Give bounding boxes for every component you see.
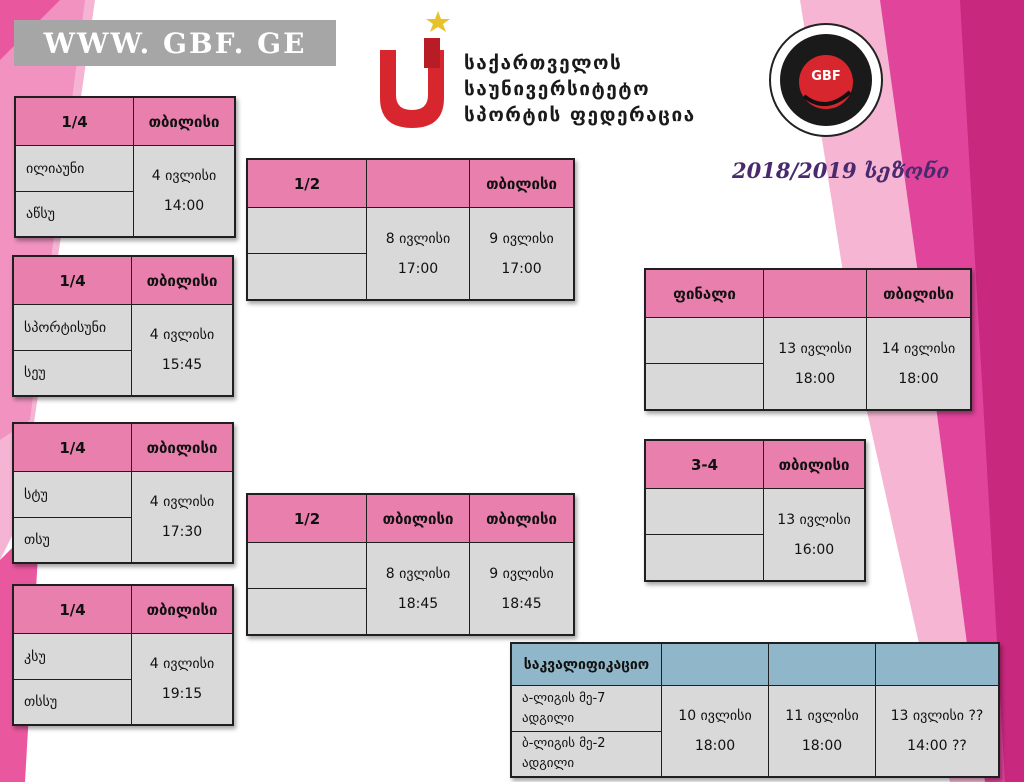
match-date: 8 ივლისი bbox=[385, 565, 451, 582]
match-date: 9 ივლისი bbox=[489, 565, 554, 582]
sf-city-1 bbox=[367, 160, 470, 208]
match-date: 13 ივლისი bbox=[777, 511, 851, 528]
qf-stage: 1/4 bbox=[14, 257, 132, 305]
third-city: თბილისი bbox=[764, 441, 864, 489]
match-date: 13 ივლისი bbox=[778, 340, 852, 357]
qf-city: თბილისი bbox=[132, 586, 232, 634]
team-b: თსსუ bbox=[14, 680, 132, 724]
match-time: 18:00 bbox=[794, 370, 836, 387]
team-b-slot bbox=[646, 535, 764, 580]
match-time: 16:00 bbox=[793, 541, 835, 558]
final-city-2: თბილისი bbox=[867, 270, 970, 318]
team-b-slot bbox=[248, 254, 367, 299]
match-datetime bbox=[764, 489, 864, 580]
match-2-datetime bbox=[470, 543, 573, 634]
match-time: 18:00 bbox=[801, 738, 843, 754]
team-a-slot bbox=[248, 543, 367, 589]
third-stage: 3-4 bbox=[646, 441, 764, 489]
org-line-1: საქართველოს bbox=[464, 52, 623, 74]
team-b: ბ-ლიგის მე-2 ადგილი bbox=[512, 732, 662, 776]
match-datetime bbox=[132, 305, 232, 395]
match-1-datetime bbox=[367, 543, 470, 634]
qf-table-2 bbox=[12, 255, 234, 397]
federation-logo-icon bbox=[376, 10, 456, 135]
match-date: 8 ივლისი bbox=[385, 230, 451, 247]
team-a-slot bbox=[248, 208, 367, 254]
sf-table-1 bbox=[246, 158, 575, 301]
match-time: 18:00 bbox=[898, 370, 939, 387]
match-2-datetime bbox=[769, 686, 876, 776]
team-a: კსუ bbox=[14, 634, 132, 680]
third-place-table bbox=[644, 439, 866, 582]
match-time: 18:45 bbox=[501, 595, 542, 612]
match-time: 17:00 bbox=[397, 260, 439, 277]
org-line-2: საუნივერსიტეტო bbox=[464, 78, 651, 100]
qf-city: თბილისი bbox=[134, 98, 234, 146]
team-b: თსუ bbox=[14, 518, 132, 562]
match-date: 9 ივლისი bbox=[489, 230, 554, 247]
match-date: 11 ივლისი bbox=[785, 708, 859, 724]
match-datetime bbox=[132, 472, 232, 562]
org-line-3: სპორტის ფედერაცია bbox=[464, 104, 696, 126]
final-table bbox=[644, 268, 972, 411]
match-time: 19:15 bbox=[161, 686, 203, 702]
qf-stage: 1/4 bbox=[14, 586, 132, 634]
qual-stage: საკვალიფიკაციო bbox=[512, 644, 662, 686]
sf-stage: 1/2 bbox=[248, 160, 367, 208]
match-time: 17:30 bbox=[161, 524, 203, 540]
team-b: სეუ bbox=[14, 351, 132, 395]
match-date: 10 ივლისი bbox=[678, 708, 752, 724]
qf-stage: 1/4 bbox=[14, 424, 132, 472]
match-time: 14:00 bbox=[163, 198, 205, 214]
qual-header-cell-2 bbox=[769, 644, 876, 686]
qf-stage: 1/4 bbox=[16, 98, 134, 146]
federation-name bbox=[464, 50, 696, 128]
sf-city-2: თბილისი bbox=[470, 160, 573, 208]
site-url-banner[interactable]: WWW. GBF. GE bbox=[14, 20, 336, 66]
match-time: 14:00 ?? bbox=[907, 738, 967, 754]
team-a-slot bbox=[646, 318, 764, 364]
team-a-slot bbox=[646, 489, 764, 535]
team-a: ილიაუნი bbox=[16, 146, 134, 192]
qual-header-cell-1 bbox=[662, 644, 769, 686]
team-b-slot bbox=[646, 364, 764, 409]
team-b: აწსუ bbox=[16, 192, 134, 236]
match-date: 4 ივლისი bbox=[151, 168, 217, 184]
team-a: სტუ bbox=[14, 472, 132, 518]
qual-header-cell-3 bbox=[876, 644, 998, 686]
match-datetime bbox=[132, 634, 232, 724]
qf-city: თბილისი bbox=[132, 424, 232, 472]
qualification-table bbox=[510, 642, 1000, 778]
gbf-logo bbox=[768, 22, 884, 138]
qf-table-3 bbox=[12, 422, 234, 564]
match-2-datetime bbox=[470, 208, 573, 299]
qf-table-1 bbox=[14, 96, 236, 238]
season-label: 2018/2019 სეზონი bbox=[732, 158, 950, 183]
match-time: 17:00 bbox=[501, 260, 542, 277]
match-datetime bbox=[134, 146, 234, 236]
match-date: 4 ივლისი bbox=[149, 656, 215, 672]
match-1-datetime bbox=[764, 318, 867, 409]
match-time: 18:45 bbox=[397, 595, 439, 612]
qf-city: თბილისი bbox=[132, 257, 232, 305]
final-stage: ფინალი bbox=[646, 270, 764, 318]
sf-city-1: თბილისი bbox=[367, 495, 470, 543]
qf-table-4 bbox=[12, 584, 234, 726]
match-date: 4 ივლისი bbox=[149, 327, 215, 343]
match-date: 4 ივლისი bbox=[149, 494, 215, 510]
team-a: ა-ლიგის მე-7 ადგილი bbox=[512, 686, 662, 732]
match-1-datetime bbox=[662, 686, 769, 776]
sf-city-2: თბილისი bbox=[470, 495, 573, 543]
match-time: 15:45 bbox=[161, 357, 203, 373]
match-1-datetime bbox=[367, 208, 470, 299]
sf-table-2 bbox=[246, 493, 575, 636]
team-a: სპორტისუნი bbox=[14, 305, 132, 351]
gbf-badge-text: GBF bbox=[811, 69, 841, 84]
sf-stage: 1/2 bbox=[248, 495, 367, 543]
match-date: 14 ივლისი bbox=[881, 340, 956, 357]
match-3-datetime bbox=[876, 686, 998, 776]
match-time: 18:00 bbox=[694, 738, 736, 754]
match-date: 13 ივლისი ?? bbox=[890, 708, 984, 724]
team-b-slot bbox=[248, 589, 367, 634]
match-2-datetime bbox=[867, 318, 970, 409]
final-city-1 bbox=[764, 270, 867, 318]
